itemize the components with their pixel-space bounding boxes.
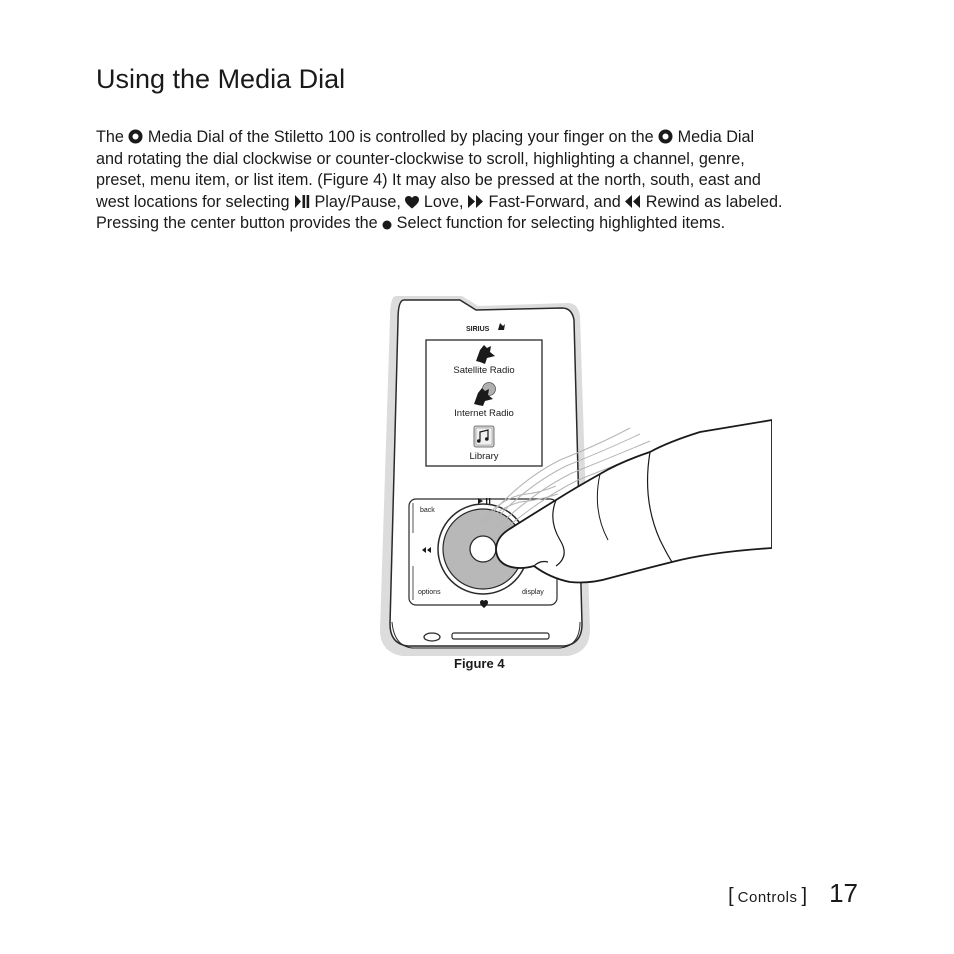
paragraph-line-2: and rotating the dial clockwise or counter-clockwise to scroll, highlighting a channel, genre, [96, 149, 745, 168]
media-dial-icon [128, 129, 143, 144]
menu-item-library[interactable]: Library [469, 451, 499, 462]
body-paragraph [96, 127, 876, 235]
fast-forward-icon [468, 194, 484, 209]
select-center-button[interactable] [470, 536, 496, 562]
page-footer [728, 878, 858, 909]
dock-slot [452, 633, 549, 639]
select-dot-icon [382, 220, 392, 230]
text-run: Love, [419, 192, 468, 211]
figure-caption: Figure 4 [454, 656, 505, 671]
page-number: 17 [829, 878, 858, 908]
menu-item-satellite-radio[interactable]: Satellite Radio [453, 365, 515, 376]
text-run: Media Dial of the Stiletto 100 is controlled by placing your finger on the [143, 128, 659, 146]
paragraph-line-3: preset, menu item, or list item. (Figure 4) It may also be pressed at the north, south, east and [96, 171, 761, 190]
device-drawing [372, 288, 772, 660]
brand-logo: SIRIUS [466, 326, 490, 333]
text-run: Fast-Forward, and [483, 192, 626, 211]
text-run: Select function for selecting highlighted items. [392, 214, 726, 233]
paragraph-line-4 [96, 192, 876, 214]
options-button[interactable]: options [418, 589, 441, 596]
footer-close-bracket: ] [801, 885, 808, 907]
back-button[interactable]: back [420, 507, 435, 514]
display-button[interactable]: display [522, 589, 544, 596]
paragraph-line-1 [96, 127, 876, 149]
page-title: Using the Media Dial [96, 64, 346, 94]
figure-illustration [372, 288, 772, 660]
paragraph-line-5 [96, 213, 876, 235]
footer-open-bracket: [ [728, 885, 734, 907]
text-run: Media Dial [673, 128, 755, 146]
text-run: Rewind as labeled. [641, 192, 783, 211]
media-dial-icon [658, 129, 673, 144]
footer-section-label: Controls [737, 889, 798, 906]
text-run: Pressing the center button provides the [96, 214, 383, 233]
headphone-jack [424, 633, 440, 641]
library-icon [474, 426, 494, 447]
text-run: The [96, 128, 129, 146]
play-pause-icon [294, 194, 310, 209]
menu-item-internet-radio[interactable]: Internet Radio [454, 408, 514, 419]
heart-icon [405, 196, 419, 209]
rewind-icon [625, 194, 641, 209]
text-run: Play/Pause, [309, 192, 406, 211]
text-run: west locations for selecting [96, 192, 294, 211]
